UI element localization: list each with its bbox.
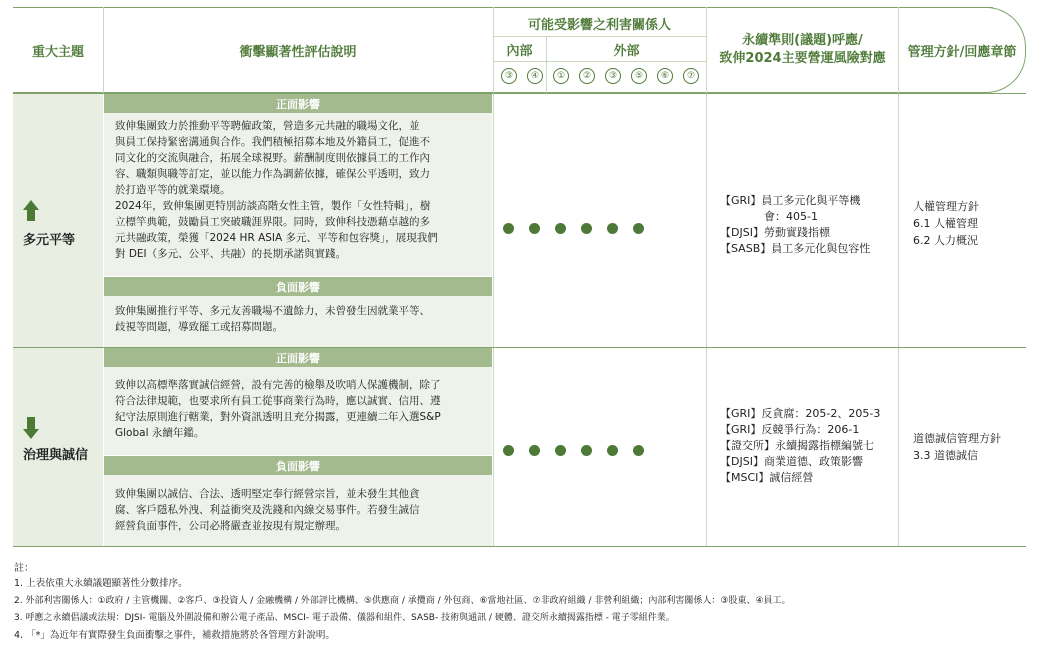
stakeholder-circle: ⑤ (631, 68, 647, 84)
standard-item: 【DJSI】勞動實踐指標 (720, 226, 830, 239)
text-line: 2024年，致伸集團更特別訪談高階女性主管，製作「女性特輯」，樹 (115, 200, 431, 212)
text-line: 歧視等問題，導致罷工或招募問題。 (115, 321, 283, 333)
positive-impact-bar: 正面影響 (104, 348, 492, 367)
stakeholder-dot (529, 445, 540, 456)
header-external: 外部 (613, 43, 640, 59)
standard-item: 【GRI】員工多元化與平等機 (720, 194, 861, 207)
header-stakeholders: 可能受影響之利害關係人 (527, 17, 671, 33)
topic-label: 治理與誠信 (23, 448, 89, 463)
text-line: 腐、客戶隱私外洩、利益衝突及洗錢和內線交易事件。若發生誠信 (115, 504, 420, 516)
management-item: 道德誠信管理方針 (913, 432, 1001, 445)
notes-title: 註： (14, 563, 34, 574)
stakeholder-circle: ⑥ (657, 68, 673, 84)
stakeholder-dot (503, 445, 514, 456)
standard-item: 【GRI】反貪腐：205-2、205-3 (720, 407, 881, 420)
text-line: 經營負面事件，公司必將嚴查並按現有規定辦理。 (115, 520, 346, 532)
text-line: 致伸以高標準落實誠信經營，設有完善的檢舉及吹哨人保護機制，除了 (115, 379, 441, 391)
positive-impact-text (115, 118, 485, 262)
header-assessment: 衝擊顯著性評估說明 (239, 44, 357, 60)
text-line: 容、職類與職等訂定，並以能力作為調薪依據，確保公平透明，致力 (115, 168, 430, 180)
note-item: 2. 外部利害關係人：①政府 / 主管機關、②客戶、③投資人 / 金融機構 / 外部評比機構、⑤供應商 / 承攬商 / 外包商、⑥當地社區、⑦非政府組織 / 非營利組織；內部利害關係人：③股東、④員工。 (14, 596, 791, 606)
note-item: 1. 上表依重大永續議題顯著性分數排序。 (14, 578, 188, 589)
standards-list (720, 406, 890, 486)
header-standards-line2: 致伸2024主要營運風險對應 (719, 51, 886, 66)
text-line: 與員工保持緊密溝通與合作。我們積極招募本地及外籍員工，促進不 (115, 136, 430, 148)
standard-item: 【證交所】永續揭露指標編號七 (720, 439, 874, 452)
stakeholder-dot (581, 445, 592, 456)
negative-impact-text (115, 486, 485, 534)
text-line: 符合法律規範，也要求所有員工從事商業行為時，應以誠實、信用、遵 (115, 395, 441, 407)
text-line: 立標竿典範，鼓勵員工突破職涯界限。同時，致伸科技憑藉卓越的多 (115, 216, 430, 228)
standard-item: 【MSCI】誠信經營 (720, 471, 814, 484)
management-list (913, 430, 1028, 464)
stakeholder-circle: ③ (605, 68, 621, 84)
management-item: 3.3 道德誠信 (913, 449, 978, 462)
standard-item: 【GRI】反競爭行為：206-1 (720, 423, 860, 436)
stakeholder-dot (633, 445, 644, 456)
header-standards-line1: 永續準則(議題)呼應/ (742, 33, 863, 48)
standard-item: 【SASB】員工多元化與包容性 (720, 242, 871, 255)
negative-impact-bar: 負面影響 (104, 277, 492, 296)
header-internal: 內部 (506, 43, 533, 59)
text-line: 元共融政策，榮獲「2024 HR ASIA 多元、平等和包容獎」，展現我們 (115, 232, 438, 244)
header-management: 管理方針/回應章節 (907, 44, 1017, 60)
stakeholder-circle: ③ (501, 68, 517, 84)
text-line: 致伸集團以誠信、合法、透明堅定奉行經營宗旨，並未發生其他貪 (115, 488, 420, 500)
management-item: 6.1 人權管理 (913, 217, 978, 230)
standard-item: 會：405-1 (764, 210, 818, 223)
text-line: 於打造平等的就業環境。 (115, 184, 231, 196)
management-item: 6.2 人力概況 (913, 234, 978, 247)
negative-impact-text (115, 303, 485, 335)
note-item: 3. 呼應之永續倡議或法規：DJSI- 電腦及外圍設備和辦公電子產品、MSCI- 電子設備、儀器和組件、SASB- 技術與通訊 / 硬體、證交所永續揭露指標 - 電子零組件業。 (14, 613, 675, 623)
stakeholder-circle: ① (553, 68, 569, 84)
management-list (913, 198, 1028, 249)
header-topic: 重大主題 (31, 44, 84, 60)
text-line: 致伸集團致力於推動平等聘僱政策，營造多元共融的職場文化，並 (115, 120, 420, 132)
standards-list (720, 193, 890, 257)
negative-impact-bar: 負面影響 (104, 456, 492, 475)
stakeholder-circle: ② (579, 68, 595, 84)
text-line: 致伸集團推行平等、多元友善職場不遺餘力，未曾發生因就業平等、 (115, 305, 430, 317)
stakeholder-dot (633, 223, 644, 234)
positive-impact-bar: 正面影響 (104, 94, 492, 113)
topic-label: 多元平等 (23, 233, 76, 248)
stakeholder-circle: ④ (527, 68, 543, 84)
stakeholder-dot (555, 445, 566, 456)
text-line: 對 DEI（多元、公平、共融）的長期承諾與實踐。 (115, 248, 347, 260)
note-item: 4. 「*」為近年有實際發生負面衝擊之事件，補救措施將於各管理方針說明。 (14, 630, 335, 641)
stakeholder-dot (607, 445, 618, 456)
stakeholder-dot (607, 223, 618, 234)
stakeholder-dot (555, 223, 566, 234)
stakeholder-circle: ⑦ (683, 68, 699, 84)
management-item: 人權管理方針 (913, 200, 979, 213)
positive-impact-text (115, 377, 485, 441)
stakeholder-dot (581, 223, 592, 234)
text-line: 同文化的交流與融合，拓展全球視野。薪酬制度則依據員工的工作內 (115, 152, 430, 164)
stakeholder-dot (503, 223, 514, 234)
text-line: Global 永續年鑑。 (115, 427, 205, 439)
header-standards (707, 28, 898, 72)
standard-item: 【DJSI】商業道德、政策影響 (720, 455, 863, 468)
text-line: 紀守法原則進行轄業，對外資訊透明且充分揭露，更連續二年入選S&P (115, 411, 441, 423)
stakeholder-dot (529, 223, 540, 234)
